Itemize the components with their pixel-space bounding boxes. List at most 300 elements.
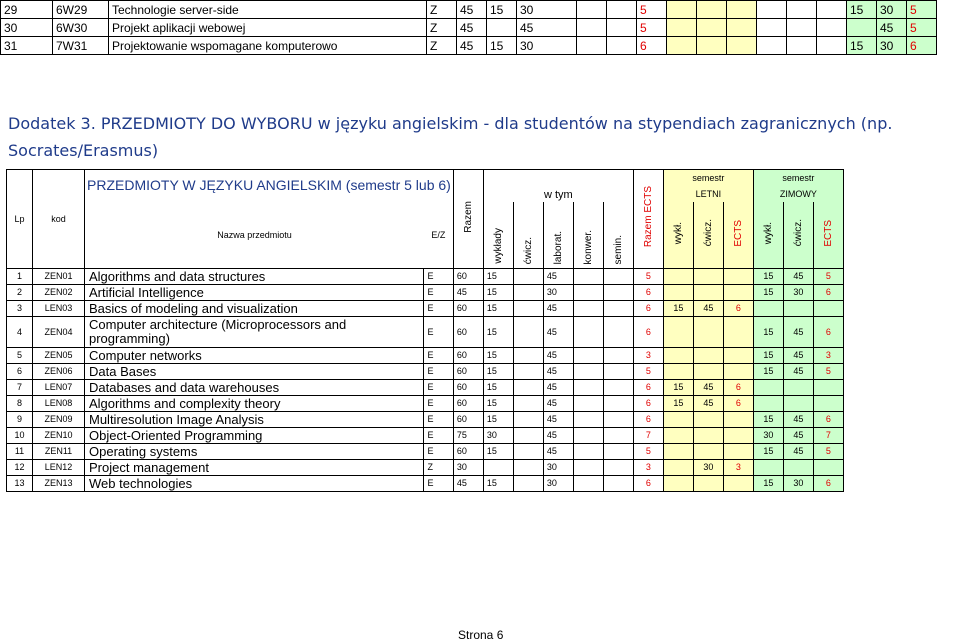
cell-lp: 4: [7, 317, 33, 348]
cell-kod: 6W29: [53, 1, 109, 19]
cell-ez: Z: [427, 37, 457, 55]
cell-c: 45: [543, 364, 573, 380]
cell-b1: 15: [753, 476, 783, 492]
cell-a3: [727, 1, 757, 19]
cell-b2: 45: [783, 444, 813, 460]
cell-b1: 15: [753, 317, 783, 348]
cell-a2: [697, 37, 727, 55]
cell-razem: 60: [453, 412, 483, 428]
cell-b2: 30: [877, 37, 907, 55]
cell-name: Technologie server-side: [109, 1, 427, 19]
cell-lp: 2: [7, 285, 33, 301]
cell-a1: [663, 317, 693, 348]
header-l-cwicz-cell: [693, 202, 723, 269]
cell-b2: 45: [783, 428, 813, 444]
cell-empty: [603, 348, 633, 364]
cell-razem: 30: [453, 460, 483, 476]
cell-empty: [603, 380, 633, 396]
cell-razem: 45: [453, 285, 483, 301]
cell-empty: [757, 1, 787, 19]
header-wyklady-cell: [483, 202, 513, 269]
cell-c: 45: [543, 380, 573, 396]
cell-a2: [693, 364, 723, 380]
cell-w: 15: [483, 317, 513, 348]
cell-empty: [787, 19, 817, 37]
table-row: [7, 285, 844, 301]
cell-a2: 45: [693, 301, 723, 317]
cell-ects: 5: [637, 19, 667, 37]
table-row: [7, 444, 844, 460]
header-zimowy: ZIMOWY: [753, 186, 843, 202]
cell-ez: E: [424, 380, 453, 396]
cell-a1: 15: [663, 380, 693, 396]
cell-empty: [607, 19, 637, 37]
cell-a1: [663, 348, 693, 364]
table-row: [7, 364, 844, 380]
header-cwicz-cell: [513, 202, 543, 269]
cell-empty: [603, 317, 633, 348]
cell-b3: [813, 301, 843, 317]
cell-c: 45: [543, 269, 573, 285]
cell-a1: 15: [663, 396, 693, 412]
cell-a3: [723, 428, 753, 444]
cell-empty: [603, 269, 633, 285]
cell-b2: 45: [877, 19, 907, 37]
cell-a1: [663, 476, 693, 492]
cell-ects: 7: [633, 428, 663, 444]
cell-ects: 5: [633, 269, 663, 285]
cell-ects: 6: [633, 412, 663, 428]
cell-lp: 31: [1, 37, 53, 55]
cell-a1: [663, 269, 693, 285]
header-zimowy-ects: ECTS: [822, 219, 834, 247]
header-cwicz: ćwicz.: [522, 236, 534, 264]
cell-a2: 30: [693, 460, 723, 476]
cell-name: Databases and data warehouses: [85, 380, 424, 396]
cell-w: 15: [483, 348, 513, 364]
cell-ez: E: [424, 269, 453, 285]
cell-w: 15: [483, 285, 513, 301]
cell-b1: [753, 380, 783, 396]
header-l-ects-cell: [723, 202, 753, 269]
cell-ez: E: [424, 412, 453, 428]
cell-name: Web technologies: [85, 476, 424, 492]
cell-b3: 5: [813, 364, 843, 380]
cell-kod: ZEN01: [33, 269, 85, 285]
cell-b1: 30: [753, 428, 783, 444]
cell-empty: [573, 460, 603, 476]
cell-ez: E: [424, 364, 453, 380]
cell-empty: [513, 380, 543, 396]
header-z-cwicz-cell: [783, 202, 813, 269]
cell-w: 15: [483, 269, 513, 285]
cell-b2: 30: [783, 476, 813, 492]
cell-a2: [693, 317, 723, 348]
cell-empty: [603, 412, 633, 428]
cell-ez: Z: [427, 1, 457, 19]
cell-a3: 6: [723, 301, 753, 317]
cell-empty: [573, 380, 603, 396]
cell-b1: 15: [847, 37, 877, 55]
cell-b1: [753, 396, 783, 412]
cell-a2: [693, 412, 723, 428]
appendix-number: Dodatek 3.: [8, 114, 96, 133]
cell-empty: [513, 396, 543, 412]
cell-b2: 45: [783, 348, 813, 364]
cell-ects: 3: [633, 460, 663, 476]
header-razem-ects-cell: [633, 170, 663, 269]
header-zimowy-wykl: wykł.: [762, 221, 774, 245]
cell-empty: [513, 317, 543, 348]
cell-b1: 15: [753, 269, 783, 285]
cell-ez: Z: [427, 19, 457, 37]
cell-empty: [603, 444, 633, 460]
cell-lp: 3: [7, 301, 33, 317]
header-zimowy-cwicz: ćwicz.: [792, 219, 804, 247]
cell-razem: 60: [453, 364, 483, 380]
cell-ez: Z: [424, 460, 453, 476]
cell-kod: ZEN02: [33, 285, 85, 301]
cell-razem: 60: [453, 301, 483, 317]
cell-empty: [603, 396, 633, 412]
cell-w: 15: [483, 364, 513, 380]
cell-a2: 45: [693, 396, 723, 412]
header-semin: semin.: [612, 234, 624, 264]
cell-kod: LEN07: [33, 380, 85, 396]
cell-razem: 45: [457, 1, 487, 19]
header-letni-cwicz: ćwicz.: [702, 219, 714, 247]
cell-razem: 45: [457, 19, 487, 37]
header-konwer-cell: [573, 202, 603, 269]
cell-a2: [697, 19, 727, 37]
header-title-cell: [85, 170, 454, 203]
header-l-wykl-cell: [663, 202, 693, 269]
cell-lp: 12: [7, 460, 33, 476]
cell-a2: 45: [693, 380, 723, 396]
cell-name: Basics of modeling and visualization: [85, 301, 424, 317]
cell-a3: [723, 364, 753, 380]
cell-empty: [607, 1, 637, 19]
cell-kod: LEN12: [33, 460, 85, 476]
cell-name: Multiresolution Image Analysis: [85, 412, 424, 428]
cell-empty: [577, 37, 607, 55]
cell-b1: [753, 460, 783, 476]
cell-empty: [573, 301, 603, 317]
cell-a2: [693, 428, 723, 444]
cell-a1: [663, 444, 693, 460]
header-nazwa: Nazwa przedmiotu: [85, 202, 424, 269]
appendix-title: PRZEDMIOTY DO WYBORU w języku angielskim - dla studentów na stypendiach zagranicznych (np. Socrates/Erasmus): [8, 114, 893, 160]
cell-ects: 6: [633, 380, 663, 396]
cell-a1: [667, 37, 697, 55]
cell-l: 45: [517, 19, 577, 37]
cell-ez: E: [424, 444, 453, 460]
cell-empty: [573, 428, 603, 444]
appendix-heading: [8, 110, 908, 164]
header-laborat-cell: [543, 202, 573, 269]
cell-a2: [693, 285, 723, 301]
cell-empty: [513, 348, 543, 364]
cell-kod: LEN08: [33, 396, 85, 412]
cell-b1: 15: [753, 444, 783, 460]
cell-ects: 5: [637, 1, 667, 19]
cell-razem: 45: [453, 476, 483, 492]
cell-b2: 30: [877, 1, 907, 19]
cell-razem: 60: [453, 396, 483, 412]
cell-w: 15: [483, 301, 513, 317]
english-courses-table: [6, 169, 844, 492]
cell-empty: [573, 364, 603, 380]
cell-b2: [783, 396, 813, 412]
header-lp: Lp: [7, 170, 33, 269]
cell-razem: 60: [453, 444, 483, 460]
cell-a1: [667, 1, 697, 19]
cell-name: Algorithms and complexity theory: [85, 396, 424, 412]
cell-c: 45: [543, 396, 573, 412]
cell-ez: E: [424, 476, 453, 492]
cell-empty: [577, 19, 607, 37]
cell-kod: ZEN13: [33, 476, 85, 492]
cell-ects: 6: [637, 37, 667, 55]
cell-w: 15: [487, 37, 517, 55]
cell-b1: 15: [753, 364, 783, 380]
cell-a3: [723, 285, 753, 301]
cell-b3: [813, 380, 843, 396]
table-row: [7, 460, 844, 476]
cell-c: 45: [543, 348, 573, 364]
table-row: [7, 428, 844, 444]
cell-b3: 5: [907, 1, 937, 19]
table-row: [7, 380, 844, 396]
cell-w: 30: [483, 428, 513, 444]
table-row: [1, 19, 937, 37]
cell-empty: [603, 428, 633, 444]
cell-l: 30: [517, 37, 577, 55]
cell-ects: 5: [633, 364, 663, 380]
cell-a3: [723, 317, 753, 348]
cell-c: 45: [543, 428, 573, 444]
cell-ez: E: [424, 317, 453, 348]
table-row: [7, 412, 844, 428]
cell-empty: [513, 476, 543, 492]
previous-courses-table: [0, 0, 937, 55]
cell-a1: [663, 364, 693, 380]
cell-empty: [817, 37, 847, 55]
cell-razem: 75: [453, 428, 483, 444]
table-row: [7, 348, 844, 364]
cell-a1: [667, 19, 697, 37]
cell-empty: [573, 476, 603, 492]
cell-w: 15: [483, 412, 513, 428]
cell-w: 15: [487, 1, 517, 19]
cell-a3: [727, 37, 757, 55]
cell-w: [483, 460, 513, 476]
cell-lp: 1: [7, 269, 33, 285]
cell-name: Projektowanie wspomagane komputerowo: [109, 37, 427, 55]
cell-name: Data Bases: [85, 364, 424, 380]
cell-empty: [787, 1, 817, 19]
cell-lp: 9: [7, 412, 33, 428]
cell-empty: [513, 285, 543, 301]
table-row: [7, 476, 844, 492]
cell-b2: [783, 380, 813, 396]
cell-ects: 5: [633, 444, 663, 460]
cell-lp: 11: [7, 444, 33, 460]
cell-ez: E: [424, 285, 453, 301]
cell-empty: [513, 444, 543, 460]
cell-razem: 60: [453, 269, 483, 285]
cell-b3: 6: [813, 476, 843, 492]
cell-ects: 6: [633, 317, 663, 348]
cell-a3: [723, 412, 753, 428]
cell-a2: [693, 476, 723, 492]
cell-a1: [663, 428, 693, 444]
cell-name: Project management: [85, 460, 424, 476]
cell-b2: 45: [783, 317, 813, 348]
cell-empty: [573, 317, 603, 348]
cell-lp: 30: [1, 19, 53, 37]
cell-kod: ZEN11: [33, 444, 85, 460]
cell-empty: [573, 396, 603, 412]
cell-a3: [723, 444, 753, 460]
cell-b3: [813, 460, 843, 476]
cell-kod: ZEN05: [33, 348, 85, 364]
cell-c: 30: [543, 476, 573, 492]
cell-w: 15: [483, 476, 513, 492]
cell-a3: 6: [723, 396, 753, 412]
cell-ects: 6: [633, 301, 663, 317]
cell-b2: [783, 460, 813, 476]
table-title: PRZEDMIOTY W JĘZYKU ANGIELSKIM (semestr 5 lub 6): [87, 176, 451, 193]
cell-b3: 5: [813, 444, 843, 460]
cell-kod: 7W31: [53, 37, 109, 55]
header-semestr-zimowy: semestr: [753, 170, 843, 187]
cell-lp: 29: [1, 1, 53, 19]
cell-ez: E: [424, 348, 453, 364]
cell-ez: E: [424, 301, 453, 317]
table-row: [7, 317, 844, 348]
table-row: [7, 396, 844, 412]
cell-b3: [813, 396, 843, 412]
header-wyklady: wykłady: [492, 228, 504, 264]
cell-c: 45: [543, 412, 573, 428]
cell-b1: 15: [847, 1, 877, 19]
cell-ects: 6: [633, 396, 663, 412]
cell-name: Projekt aplikacji webowej: [109, 19, 427, 37]
cell-a3: [723, 476, 753, 492]
cell-a2: [693, 444, 723, 460]
cell-a1: [663, 460, 693, 476]
cell-a3: 3: [723, 460, 753, 476]
cell-a2: [693, 269, 723, 285]
header-z-wykl-cell: [753, 202, 783, 269]
table-row: [7, 301, 844, 317]
cell-b3: 5: [907, 19, 937, 37]
cell-name: Object-Oriented Programming: [85, 428, 424, 444]
cell-a2: [697, 1, 727, 19]
cell-b2: 45: [783, 412, 813, 428]
cell-razem: 45: [457, 37, 487, 55]
cell-a1: [663, 412, 693, 428]
cell-a2: [693, 348, 723, 364]
cell-lp: 13: [7, 476, 33, 492]
header-razem-ects: Razem ECTS: [642, 186, 654, 248]
cell-lp: 10: [7, 428, 33, 444]
cell-razem: 60: [453, 380, 483, 396]
cell-empty: [603, 364, 633, 380]
cell-ez: E: [424, 428, 453, 444]
cell-empty: [603, 460, 633, 476]
header-razem-cell: [453, 170, 483, 269]
cell-empty: [513, 301, 543, 317]
header-letni-wykl: wykł.: [672, 221, 684, 245]
header-kod: kod: [33, 170, 85, 269]
header-w-tym: w tym: [483, 170, 633, 203]
cell-ez: E: [424, 396, 453, 412]
cell-c: 30: [543, 285, 573, 301]
header-letni-ects: ECTS: [732, 219, 744, 247]
cell-b1: [847, 19, 877, 37]
cell-w: 15: [483, 444, 513, 460]
cell-ects: 6: [633, 476, 663, 492]
cell-empty: [607, 37, 637, 55]
header-razem: Razem: [462, 201, 474, 233]
table-row: [1, 1, 937, 19]
cell-w: [487, 19, 517, 37]
cell-ects: 3: [633, 348, 663, 364]
cell-c: 45: [543, 317, 573, 348]
header-z-ects-cell: [813, 202, 843, 269]
cell-kod: ZEN06: [33, 364, 85, 380]
cell-name: Artificial Intelligence: [85, 285, 424, 301]
cell-empty: [573, 412, 603, 428]
cell-empty: [603, 476, 633, 492]
cell-empty: [573, 444, 603, 460]
cell-w: 15: [483, 380, 513, 396]
table-row: [7, 269, 844, 285]
cell-name: Algorithms and data structures: [85, 269, 424, 285]
cell-empty: [603, 285, 633, 301]
cell-empty: [573, 285, 603, 301]
cell-empty: [603, 301, 633, 317]
cell-empty: [757, 37, 787, 55]
cell-kod: LEN03: [33, 301, 85, 317]
cell-a3: 6: [723, 380, 753, 396]
cell-a3: [727, 19, 757, 37]
cell-empty: [817, 19, 847, 37]
cell-a3: [723, 269, 753, 285]
cell-b3: 6: [813, 412, 843, 428]
cell-b1: [753, 301, 783, 317]
cell-b1: 15: [753, 285, 783, 301]
cell-empty: [513, 428, 543, 444]
header-laborat: laborat.: [552, 230, 564, 264]
header-semestr-letni: semestr: [663, 170, 753, 187]
cell-lp: 5: [7, 348, 33, 364]
cell-kod: ZEN04: [33, 317, 85, 348]
cell-empty: [513, 269, 543, 285]
cell-a1: 15: [663, 301, 693, 317]
table-row: [1, 37, 937, 55]
cell-empty: [513, 364, 543, 380]
cell-b3: 6: [813, 317, 843, 348]
cell-b2: 45: [783, 269, 813, 285]
cell-b2: 30: [783, 285, 813, 301]
cell-empty: [787, 37, 817, 55]
cell-b3: 7: [813, 428, 843, 444]
cell-a3: [723, 348, 753, 364]
cell-empty: [573, 269, 603, 285]
